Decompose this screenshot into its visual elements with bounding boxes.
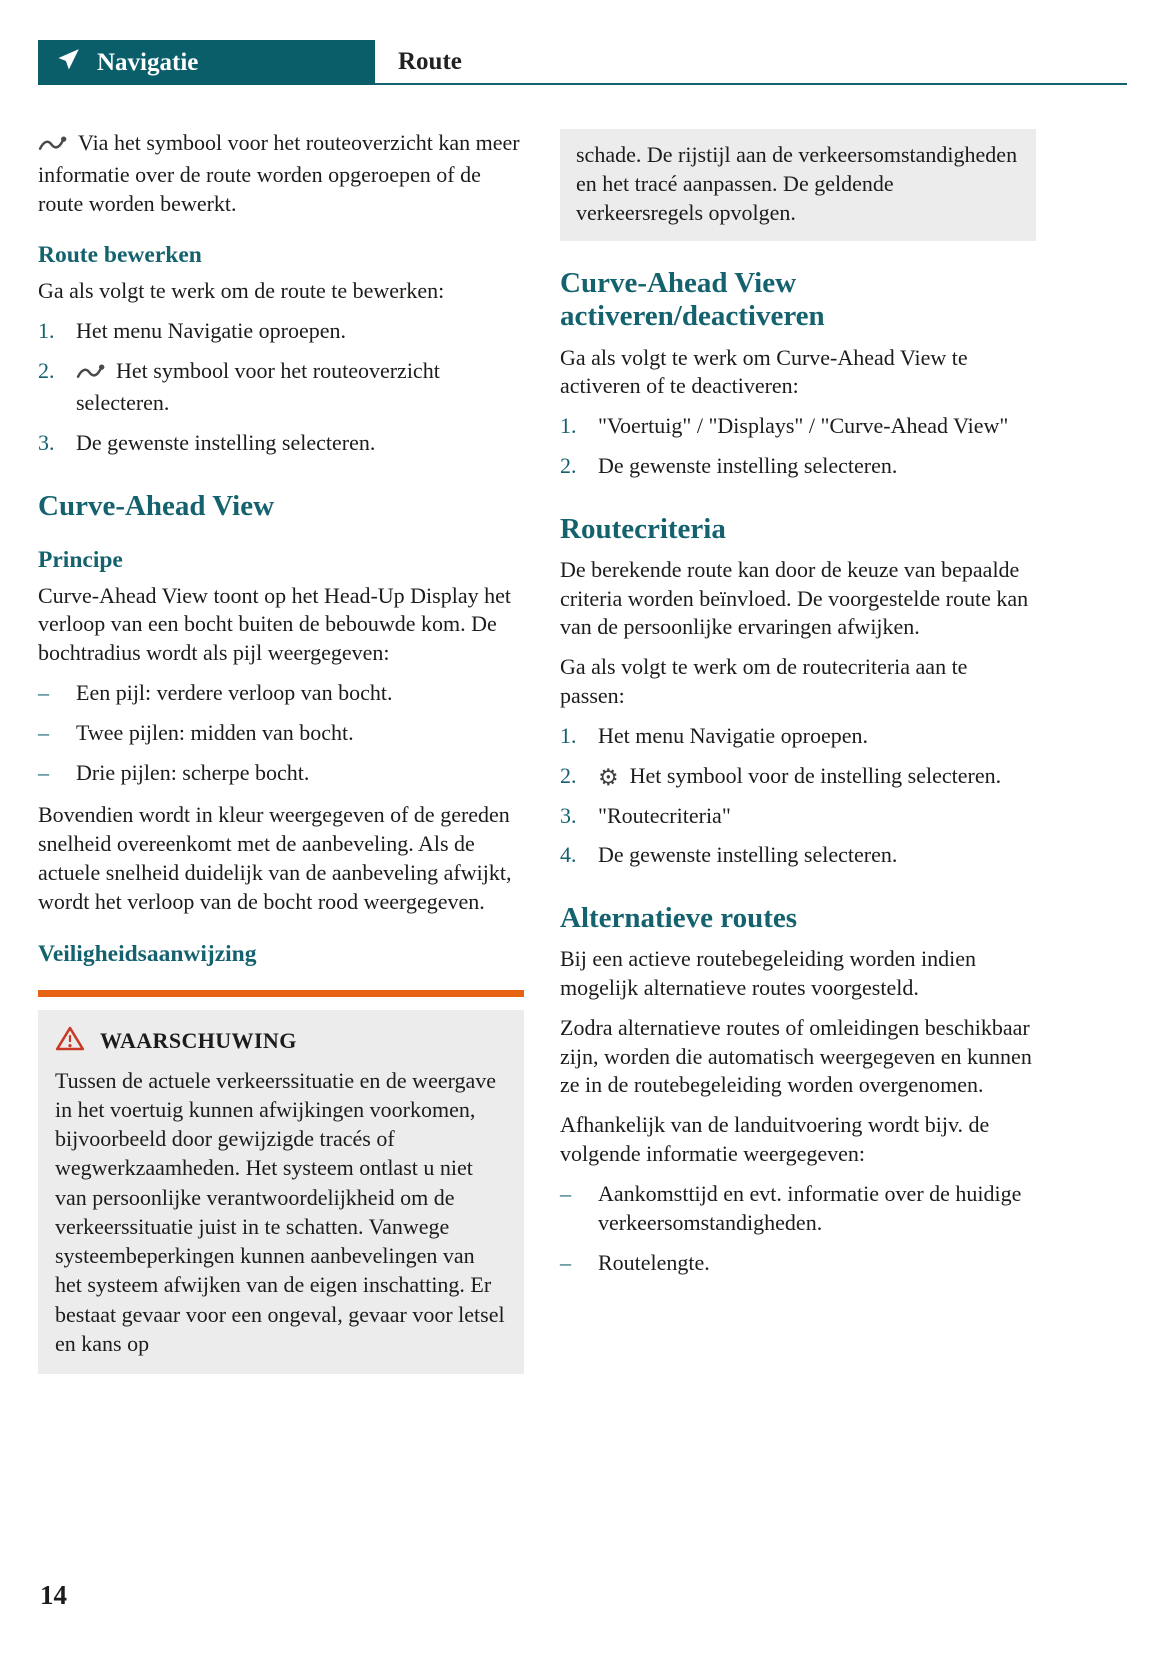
list-text: De gewenste instelling selecteren. bbox=[598, 452, 898, 478]
page-header bbox=[38, 40, 1127, 85]
warning-accent-bar bbox=[38, 990, 524, 997]
heading-curve-ahead-view: Curve-Ahead View bbox=[38, 489, 275, 522]
list-item bbox=[38, 679, 524, 708]
heading-routecriteria: Routecriteria bbox=[560, 512, 726, 545]
heading-route-bewerken: Route bewerken bbox=[38, 242, 202, 269]
list-marker: 2. bbox=[560, 452, 577, 478]
list-item bbox=[560, 1249, 1036, 1278]
list-marker: 1. bbox=[560, 413, 577, 439]
list-text: Aankomsttijd en evt. informatie over de huidige verkeersomstandigheden. bbox=[598, 1180, 1022, 1235]
activeren-lead: Ga als volgt te werk om Curve-Ahead View te activeren of te deactiveren: bbox=[560, 344, 968, 399]
route-overview-icon bbox=[76, 360, 105, 389]
list-marker: 1. bbox=[560, 722, 577, 748]
principe-bullets bbox=[38, 679, 524, 787]
list-item bbox=[560, 722, 1036, 751]
list-item bbox=[560, 762, 1036, 791]
section-header bbox=[375, 40, 1127, 85]
list-item bbox=[560, 841, 1036, 870]
gear-icon: ⚙ bbox=[598, 764, 619, 791]
content-columns bbox=[38, 129, 1127, 1374]
warning-label: WAARSCHUWING bbox=[100, 1027, 297, 1053]
principe-body: Curve-Ahead View toont op het Head-Up Display het verloop van een bocht buiten de bebouwde kom. De bochtradius wordt als pijl weergegeven: bbox=[38, 582, 511, 666]
list-item bbox=[560, 452, 1036, 481]
principe-body2: Bovendien wordt in kleur weergegeven of de gereden snelheid overeenkomt met de aanbeveling. Als de actuele snelheid duidelijk van de aanbeveling afwijkt, wordt het verloop van de bocht rood weergegeven. bbox=[38, 802, 512, 914]
list-text: De gewenste instelling selecteren. bbox=[76, 429, 376, 455]
alternatieve-p3: Afhankelijk van de landuitvoering wordt bijv. de volgende informatie weergegeven: bbox=[560, 1112, 990, 1167]
list-text: "Voertuig" / "Displays" / "Curve-Ahead View" bbox=[598, 413, 1009, 439]
routecriteria-steps bbox=[560, 722, 1036, 870]
list-text: Het menu Navigatie oproepen. bbox=[598, 722, 869, 748]
warning-continuation-text: schade. De rijstijl aan de verkeersomstandigheden en het tracé aanpassen. De geldende verkeersregels opvolgen. bbox=[576, 142, 1018, 225]
navigation-arrow-icon bbox=[55, 47, 81, 78]
list-text: Drie pijlen: scherpe bocht. bbox=[76, 759, 310, 785]
list-text: Routelengte. bbox=[598, 1249, 710, 1275]
list-marker: 2. bbox=[38, 358, 55, 384]
list-marker: – bbox=[38, 680, 49, 706]
activeren-steps bbox=[560, 412, 1036, 481]
list-marker: 2. bbox=[560, 762, 577, 788]
list-item bbox=[38, 357, 524, 418]
list-item bbox=[560, 1180, 1036, 1238]
list-marker: – bbox=[560, 1249, 571, 1275]
route-bewerken-lead: Ga als volgt te werk om de route te bewerken: bbox=[38, 278, 445, 304]
chapter-badge bbox=[38, 40, 375, 85]
intro-paragraph bbox=[38, 129, 524, 218]
routecriteria-lead: Ga als volgt te werk om de routecriteria aan te passen: bbox=[560, 654, 968, 709]
list-text: Een pijl: verdere verloop van bocht. bbox=[76, 680, 393, 706]
warning-box bbox=[38, 1010, 524, 1375]
list-marker: 4. bbox=[560, 842, 577, 868]
alternatieve-p2: Zodra alternatieve routes of omleidingen beschikbaar zijn, worden die automatisch weergegeven en kunnen ze in de routebegeleiding worden overgenomen. bbox=[560, 1014, 1032, 1098]
list-item bbox=[38, 317, 524, 346]
page-number: 14 bbox=[40, 1580, 67, 1610]
right-column bbox=[560, 129, 1036, 1291]
list-marker: – bbox=[38, 759, 49, 785]
heading-principe: Principe bbox=[38, 546, 123, 573]
list-marker: 3. bbox=[560, 802, 577, 828]
routecriteria-body: De berekende route kan door de keuze van bepaalde criteria worden beïnvloed. De voorgestelde route kan van de persoonlijke ervaringen afwijken. bbox=[560, 556, 1029, 640]
list-marker: 3. bbox=[38, 429, 55, 455]
list-item bbox=[560, 802, 1036, 831]
list-item bbox=[38, 429, 524, 458]
heading-curve-ahead-activeren: Curve-Ahead View activeren/deactiveren bbox=[560, 267, 825, 333]
list-marker: – bbox=[560, 1180, 571, 1206]
warning-continuation-box bbox=[560, 129, 1036, 241]
list-text: Twee pijlen: midden van bocht. bbox=[76, 719, 354, 745]
list-item bbox=[560, 412, 1036, 441]
route-bewerken-steps bbox=[38, 317, 524, 457]
list-text-inner: Het symbool voor de instelling selecteren. bbox=[629, 762, 1002, 788]
list-item bbox=[38, 719, 524, 748]
heading-veiligheidsaanwijzing: Veiligheidsaanwijzing bbox=[38, 940, 257, 967]
list-text: Het menu Navigatie oproepen. bbox=[76, 318, 347, 344]
chapter-title: Navigatie bbox=[97, 48, 199, 76]
list-text-inner: Het symbool voor het routeoverzicht selecteren. bbox=[76, 358, 440, 415]
list-text bbox=[598, 762, 1036, 791]
intro-text: Via het symbool voor het routeoverzicht kan meer informatie over de route worden opgeroepen of de route worden bewerkt. bbox=[38, 130, 520, 216]
warning-text: Tussen de actuele verkeerssituatie en de weergave in het voertuig kunnen afwijkingen voorkomen, bijvoorbeeld door gewijzigde tracés of wegwerkzaamheden. Het systeem ontlast u niet van persoonlijke verantwoordelijkheid om de verkeerssituatie juist in te schatten. Vanwege systeembeperkingen kunnen aanbevelingen van het systeem afwijken van de eigen inschatting. Er bestaat gevaar voor een ongeval, gevaar voor letsel en kans op bbox=[55, 1067, 505, 1356]
warning-header bbox=[55, 1025, 507, 1057]
route-overview-icon bbox=[38, 132, 67, 161]
section-title: Route bbox=[398, 47, 462, 75]
list-marker: – bbox=[38, 719, 49, 745]
alternatieve-p1: Bij een actieve routebegeleiding worden indien mogelijk alternatieve routes voorgesteld. bbox=[560, 946, 977, 1000]
warning-triangle-icon bbox=[55, 1025, 85, 1057]
alternatieve-bullets bbox=[560, 1180, 1036, 1277]
left-column bbox=[38, 129, 524, 1374]
list-text bbox=[76, 357, 524, 418]
heading-alternatieve-routes: Alternatieve routes bbox=[560, 902, 798, 935]
list-text: "Routecriteria" bbox=[598, 802, 731, 828]
list-text: De gewenste instelling selecteren. bbox=[598, 842, 898, 868]
list-marker: 1. bbox=[38, 318, 55, 344]
list-item bbox=[38, 759, 524, 788]
